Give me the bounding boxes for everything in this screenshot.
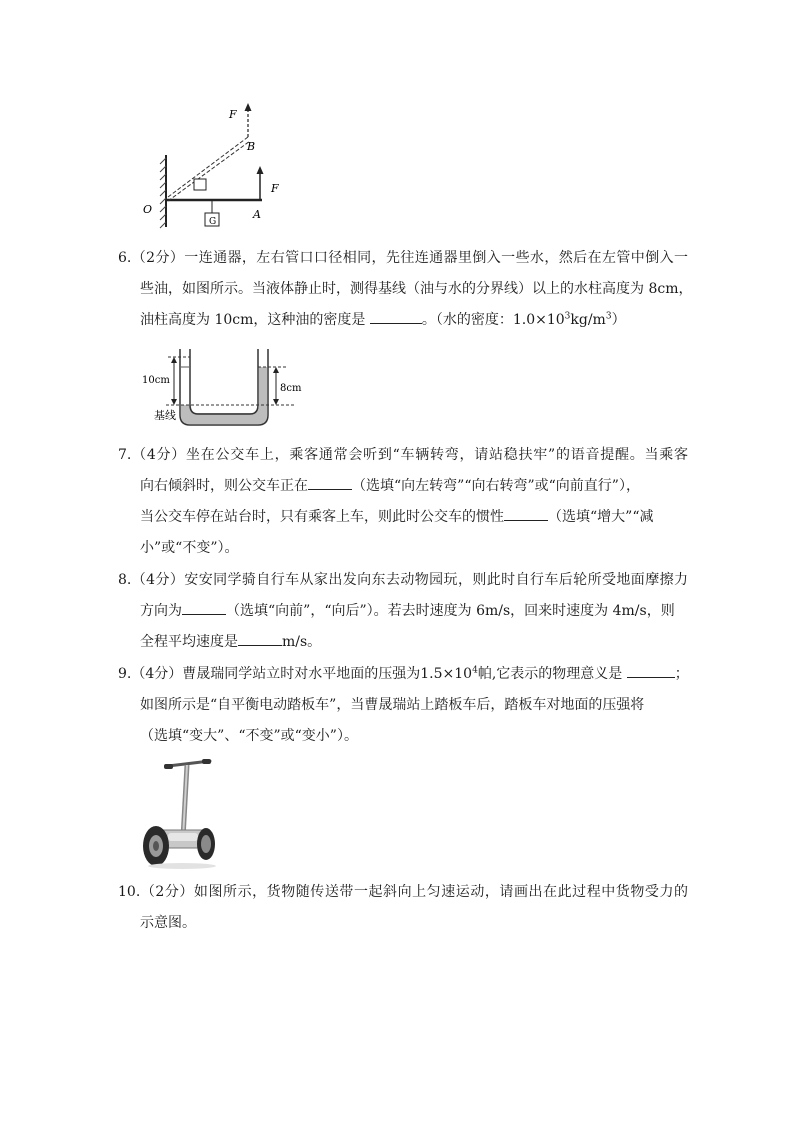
question-9 <box>118 659 688 752</box>
lever-diagram <box>138 100 288 230</box>
q9-line1: 9.（4分）曹晟瑞同学站立时对水平地面的压强为$1.5\times 10^4$帕,它表示的物理意义是 ； <box>118 659 688 690</box>
label-o: O <box>143 203 153 216</box>
question-6 <box>118 243 693 336</box>
q6-line1: 6.（2分）一连通器，左右管口口径相同，先往连通器里倒入一些水，然后在左管中倒入一 <box>118 250 688 266</box>
q9-line3: （选填“变大”、“不变”或“变小”）。 <box>140 728 358 744</box>
q8-line2: 方向为 （选填“向前”，“向后”）。若去时速度为 6m/s，回来时速度为 4m/s，则 <box>118 596 688 627</box>
label-10cm: 10cm <box>142 375 170 386</box>
answer-blank[interactable] <box>308 475 352 490</box>
q7-line2: 向右倾斜时，则公交车正在 （选填“向左转弯”“向右转弯”或“向前直行”）， <box>118 471 688 502</box>
question-7 <box>118 440 688 564</box>
q7-line4: 小”或“不变”）。 <box>140 540 239 556</box>
answer-blank[interactable] <box>182 600 226 615</box>
arrow-up-dashed-icon <box>245 103 252 111</box>
label-f-top: F <box>229 108 237 121</box>
q6-line3: 油柱高度为 10cm，这种油的密度是 。（水的密度：$1.0\times 10^3kg/m^3$） <box>118 305 688 336</box>
label-8cm: 8cm <box>280 383 302 394</box>
answer-blank[interactable] <box>238 631 282 646</box>
q8-line1: 8.（4分）安安同学骑自行车从家出发向东去动物园玩，则此时自行车后轮所受地面摩擦力 <box>118 572 688 588</box>
q6-line2: 些油，如图所示。当液体静止时，测得基线（油与水的分界线）以上的水柱高度为 8cm， <box>140 281 693 297</box>
answer-blank[interactable] <box>504 506 548 521</box>
answer-blank[interactable] <box>370 309 422 324</box>
label-b: B <box>247 140 256 153</box>
question-8 <box>118 565 688 658</box>
q7-line3: 当公交车停在站台时，只有乘客上车，则此时公交车的惯性 （选填“增大”“减 <box>118 502 688 533</box>
label-a: A <box>253 208 261 221</box>
question-10 <box>118 877 688 939</box>
box-on-dashed-lever <box>194 179 206 190</box>
q10-line1: 10.（2分）如图所示，货物随传送带一起斜向上匀速运动，请画出在此过程中货物受力的 <box>118 884 688 900</box>
q10-line2: 示意图。 <box>140 915 196 931</box>
arrow-up-icon <box>257 166 264 174</box>
answer-blank[interactable] <box>627 663 675 678</box>
q8-line3: 全程平均速度是 m/s。 <box>118 627 688 658</box>
u-tube-diagram <box>138 345 310 427</box>
label-g: G <box>209 217 217 227</box>
q7-line1: 7.（4分）坐在公交车上，乘客通常会听到“车辆转弯，请站稳扶牢”的语音提醒。当乘客 <box>118 447 688 463</box>
label-f-right: F <box>271 182 279 195</box>
label-baseline: 基线 <box>154 409 176 422</box>
self-balancing-scooter-image <box>138 758 218 870</box>
q9-line2: 如图所示是“自平衡电动踏板车”，当曹晟瑞站上踏板车后，踏板车对地面的压强将 <box>140 697 645 713</box>
